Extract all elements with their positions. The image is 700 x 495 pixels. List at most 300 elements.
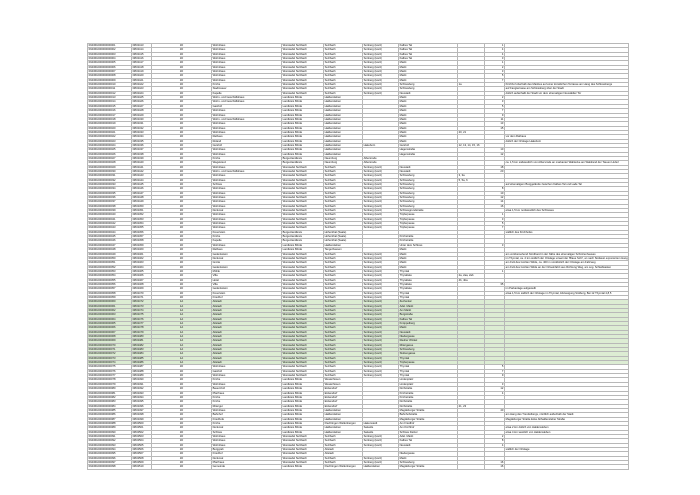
cell-type[interactable]: 1D [152, 226, 212, 230]
cell-nr[interactable]: D843460 [132, 248, 152, 252]
cell-district[interactable]: Hotel [212, 278, 282, 282]
cell-id[interactable]: 094361000000000095 [88, 452, 132, 456]
cell-count[interactable]: 5 [485, 104, 505, 108]
cell-street[interactable]: Thymtal [399, 365, 458, 369]
cell-place[interactable]: Wunsiedel Sulzbach [282, 61, 324, 65]
cell-count[interactable]: 8 [485, 187, 505, 191]
cell-street[interactable]: Schlossberg [399, 174, 458, 178]
cell-district[interactable]: Friedhof [212, 452, 282, 456]
cell-district[interactable]: Denkmal [212, 256, 282, 260]
cell-street[interactable]: Schlossberg [399, 204, 458, 208]
cell-nr[interactable]: D843463 [132, 261, 152, 265]
cell-subarea[interactable]: Eickendorf [324, 387, 363, 391]
cell-town[interactable]: Sonberg (Harz) [363, 461, 399, 465]
cell-subarea[interactable]: Sulzbach [324, 434, 363, 438]
cell-type[interactable]: 1D [152, 209, 212, 213]
cell-street[interactable]: Thyraliske [399, 287, 458, 291]
cell-town[interactable]: Sonberg (Harz) [363, 200, 399, 204]
cell-id[interactable]: 094361000000000098 [88, 465, 132, 469]
cell-nr[interactable]: D843507 [132, 452, 152, 456]
cell-subarea[interactable]: Sulzbach [324, 322, 363, 326]
cell-subarea[interactable]: Sulzbach [324, 265, 363, 269]
cell-id[interactable]: 094361000000000088 [88, 421, 132, 425]
cell-subarea[interactable]: Sulzbach [324, 178, 363, 182]
cell-id[interactable]: 094361000000000096 [88, 456, 132, 460]
cell-place[interactable]: Landkreis Börde [282, 248, 324, 252]
cell-nr[interactable]: D843464 [132, 265, 152, 269]
cell-town[interactable]: Sonberg (Harz) [363, 322, 399, 326]
cell-nr[interactable]: D843491 [132, 382, 152, 386]
cell-count[interactable]: 16 [485, 465, 505, 469]
cell-note[interactable]: etwa 2 km östlich von Haldensleben [505, 426, 629, 430]
cell-district[interactable]: Altstadt [212, 308, 282, 312]
cell-district[interactable]: Altstadt [212, 326, 282, 330]
cell-id[interactable]: 094361000000000063 [88, 313, 132, 317]
cell-district[interactable]: Wohnhaus [212, 217, 282, 221]
cell-street[interactable]: Am Kirchhof [399, 426, 458, 430]
cell-subarea[interactable]: Sulzbach [324, 70, 363, 74]
cell-place[interactable]: Wunsiedel Sulzbach [282, 300, 324, 304]
cell-note[interactable]: südlich der Ortslage [505, 447, 629, 451]
cell-nr[interactable]: D843449 [132, 200, 152, 204]
cell-type[interactable]: 1D [152, 44, 212, 48]
cell-type[interactable]: 1D [152, 374, 212, 378]
cell-subarea[interactable]: Haldensleben [324, 143, 363, 147]
cell-subarea[interactable]: Sulzbach [324, 443, 363, 447]
cell-town[interactable]: Sonberg (Harz) [363, 78, 399, 82]
cell-street[interactable]: Töpferpasse [399, 213, 458, 217]
cell-subarea[interactable]: Sulzbach [324, 335, 363, 339]
cell-street[interactable]: Markt [399, 135, 458, 139]
cell-place[interactable]: Wunsiedel Sulzbach [282, 452, 324, 456]
cell-district[interactable]: Altstadt [212, 343, 282, 347]
cell-nr[interactable]: D843478 [132, 326, 152, 330]
cell-street[interactable]: Magdeburger Straße [399, 465, 458, 469]
cell-street[interactable]: Thymtal [399, 356, 458, 360]
cell-place[interactable]: Wunsiedel Sulzbach [282, 217, 324, 221]
cell-district[interactable]: Schloss [212, 183, 282, 187]
cell-subarea[interactable]: Sulzbach [324, 369, 363, 373]
cell-nr[interactable]: D843414 [132, 48, 152, 52]
cell-street[interactable]: Kirchstraße [399, 395, 458, 399]
cell-subarea[interactable]: Sulzbach [324, 308, 363, 312]
cell-type[interactable]: 1D [152, 382, 212, 386]
cell-note[interactable]: vor dem Rathaus [505, 135, 629, 139]
cell-type[interactable]: 1D [152, 70, 212, 74]
cell-place[interactable]: Wunsiedel Sulzbach [282, 44, 324, 48]
cell-count[interactable]: 18 [485, 165, 505, 169]
cell-nr[interactable]: D843426 [132, 100, 152, 104]
cell-street[interactable]: Markt [399, 104, 458, 108]
cell-district[interactable]: Denkmal [212, 456, 282, 460]
cell-district[interactable]: Altstadt [212, 361, 282, 365]
cell-place[interactable]: Landkreis Börde [282, 417, 324, 421]
cell-place[interactable]: Landkreis Börde [282, 387, 324, 391]
cell-id[interactable]: 094361000000000053 [88, 269, 132, 273]
cell-nr[interactable]: D843479 [132, 330, 152, 334]
cell-nr[interactable]: D843471 [132, 295, 152, 299]
cell-nr[interactable]: D843497 [132, 408, 152, 412]
cell-town[interactable]: Sonberg (Harz) [363, 352, 399, 356]
cell-district[interactable]: Kirche [212, 395, 282, 399]
cell-town[interactable]: Sonberg (Harz) [363, 456, 399, 460]
cell-street[interactable]: Markt [399, 113, 458, 117]
cell-subarea[interactable]: Haldensleben [324, 408, 363, 412]
cell-subarea[interactable]: Hohenthal (Saale) [324, 235, 363, 239]
cell-subarea[interactable]: Haldensleben [324, 417, 363, 421]
cell-place[interactable]: Wunsiedel Sulzbach [282, 274, 324, 278]
cell-subarea[interactable]: Sulzbach [324, 91, 363, 95]
cell-nr[interactable]: D843433 [132, 130, 152, 134]
cell-nr[interactable]: D843441 [132, 165, 152, 169]
cell-subarea[interactable]: Haldensleben [324, 426, 363, 430]
cell-id[interactable]: 094361000000000077 [88, 374, 132, 378]
cell-street[interactable]: Markt [399, 109, 458, 113]
cell-nr[interactable]: D843447 [132, 191, 152, 195]
cell-subarea[interactable]: Hohenthal (Saale) [324, 230, 363, 234]
cell-type[interactable]: 1D [152, 139, 212, 143]
cell-id[interactable]: 094361000000000057 [88, 287, 132, 291]
cell-id[interactable]: 094361000000000004 [88, 57, 132, 61]
cell-subarea[interactable]: Sulzbach [324, 269, 363, 273]
cell-type[interactable]: 1A [152, 308, 212, 312]
cell-street[interactable]: Schlossberg [399, 87, 458, 91]
cell-type[interactable]: 1D [152, 196, 212, 200]
cell-district[interactable]: Wohnhaus [212, 122, 282, 126]
cell-nr[interactable]: D843416 [132, 57, 152, 61]
cell-nr[interactable]: D843499 [132, 417, 152, 421]
cell-place[interactable]: Wunsiedel Sulzbach [282, 278, 324, 282]
cell-subarea[interactable]: Sulzbach [324, 304, 363, 308]
cell-type[interactable]: 1D [152, 365, 212, 369]
cell-subarea[interactable]: Eickendorf [324, 391, 363, 395]
cell-count[interactable]: 20 [485, 169, 505, 173]
cell-street[interactable]: Magdeburger Straße [399, 417, 458, 421]
cell-id[interactable]: 094361000000000048 [88, 248, 132, 252]
cell-town[interactable]: Sonberg (Harz) [363, 61, 399, 65]
cell-type[interactable]: 1D [152, 230, 212, 234]
cell-district[interactable]: Wohn- und Geschäftshaus [212, 117, 282, 121]
cell-count[interactable]: 12 [485, 152, 505, 156]
cell-street[interactable]: Kalbes Tal [399, 44, 458, 48]
cell-place[interactable]: Landkreis Börde [282, 113, 324, 117]
cell-count[interactable]: 1 [485, 213, 505, 217]
cell-town[interactable]: Sonberg (Harz) [363, 65, 399, 69]
cell-district[interactable]: Altstadt [212, 356, 282, 360]
cell-street[interactable]: Schlossberg [399, 196, 458, 200]
cell-district[interactable]: Kirche [212, 400, 282, 404]
cell-count[interactable]: 12 [485, 387, 505, 391]
cell-nr[interactable]: D843509 [132, 461, 152, 465]
cell-district[interactable]: Wohnhaus [212, 126, 282, 130]
cell-id[interactable]: 094361000000000022 [88, 135, 132, 139]
cell-district[interactable]: Rittergut [212, 404, 282, 408]
cell-type[interactable]: 1D [152, 235, 212, 239]
cell-subarea[interactable]: Sulzbach [324, 356, 363, 360]
cell-nr[interactable]: D843436 [132, 143, 152, 147]
cell-town[interactable]: Sonberg (Harz) [363, 300, 399, 304]
cell-subarea[interactable]: Sulzbach [324, 287, 363, 291]
cell-district[interactable]: Altstadt [212, 330, 282, 334]
cell-id[interactable]: 094361000000000015 [88, 104, 132, 108]
cell-type[interactable]: 1D [152, 456, 212, 460]
cell-district[interactable]: Pfarrhaus [212, 461, 282, 465]
cell-place[interactable]: Wunsiedel Sulzbach [282, 65, 324, 69]
cell-street[interactable]: Töpferpasse [399, 361, 458, 365]
cell-id[interactable]: 094361000000000010 [88, 83, 132, 87]
cell-type[interactable]: 1D [152, 61, 212, 65]
cell-id[interactable]: 094361000000000024 [88, 143, 132, 147]
cell-id[interactable]: 094361000000000094 [88, 447, 132, 451]
cell-district[interactable]: Wohnhaus [212, 52, 282, 56]
cell-house[interactable]: 4b, 4ba [458, 278, 485, 282]
cell-id[interactable]: 094361000000000083 [88, 400, 132, 404]
cell-district[interactable]: Wohnhaus [212, 443, 282, 447]
cell-street[interactable]: Kalbes Tal [399, 317, 458, 321]
cell-count[interactable]: 10 [485, 191, 505, 195]
cell-street[interactable]: Markt [399, 326, 458, 330]
cell-district[interactable]: Wohnhaus [212, 174, 282, 178]
cell-type[interactable]: 1A [152, 343, 212, 347]
cell-type[interactable]: 1D [152, 169, 212, 173]
cell-street[interactable]: Thymtal [399, 269, 458, 273]
cell-house[interactable]: 12, 13, 14, 15, 16 [458, 143, 485, 147]
cell-place[interactable]: Wunsiedel Sulzbach [282, 348, 324, 352]
cell-subarea[interactable]: Haldensleben [324, 100, 363, 104]
cell-nr[interactable]: D843477 [132, 322, 152, 326]
cell-id[interactable]: 094361000000000091 [88, 434, 132, 438]
cell-nr[interactable]: D843444 [132, 178, 152, 182]
cell-district[interactable]: Kapelle [212, 239, 282, 243]
cell-district[interactable]: Burggrab [212, 447, 282, 451]
cell-id[interactable]: 094361000000000064 [88, 317, 132, 321]
cell-subarea[interactable]: Haldensleben [324, 135, 363, 139]
cell-street[interactable]: Thymtal [399, 374, 458, 378]
cell-nr[interactable]: D843442 [132, 169, 152, 173]
cell-town[interactable]: Sonberg (Harz) [363, 295, 399, 299]
cell-subarea[interactable]: Haldensleben [324, 139, 363, 143]
cell-place[interactable]: Wunsiedel Sulzbach [282, 322, 324, 326]
cell-town[interactable]: Sonberg (Harz) [363, 343, 399, 347]
cell-street[interactable]: Schlossberg [399, 187, 458, 191]
cell-id[interactable]: 094361000000000030 [88, 169, 132, 173]
cell-subarea[interactable]: Flechtingen Wellenbergen [324, 421, 363, 425]
cell-id[interactable]: 094361000000000027 [88, 156, 132, 160]
cell-place[interactable]: Wunsiedel Sulzbach [282, 326, 324, 330]
cell-id[interactable]: 094361000000000014 [88, 100, 132, 104]
cell-type[interactable]: 1A [152, 352, 212, 356]
cell-place[interactable]: Landkreis Börde [282, 430, 324, 434]
cell-type[interactable]: 1D [152, 57, 212, 61]
cell-type[interactable]: 1D [152, 430, 212, 434]
cell-id[interactable]: 094361000000000051 [88, 261, 132, 265]
cell-count[interactable]: 7 [485, 226, 505, 230]
cell-nr[interactable]: D843500 [132, 421, 152, 425]
cell-house[interactable] [458, 465, 485, 469]
cell-district[interactable]: Wohn- und Geschäftshaus [212, 100, 282, 104]
cell-nr[interactable]: D843485 [132, 356, 152, 360]
cell-count[interactable]: 5 [485, 365, 505, 369]
cell-type[interactable]: 1D [152, 100, 212, 104]
cell-subarea[interactable]: Sulzbach [324, 326, 363, 330]
cell-street[interactable]: Adel. Markt [399, 304, 458, 308]
cell-place[interactable]: Burgenlandkreis [282, 161, 324, 165]
cell-place[interactable]: Wunsiedel Sulzbach [282, 204, 324, 208]
cell-note[interactable]: östlich der Ortslage Hakeborn [505, 139, 629, 143]
cell-street[interactable]: Thyraliske [399, 282, 458, 286]
cell-street[interactable]: Thymtal [399, 369, 458, 373]
cell-subarea[interactable]: Sulzbach [324, 274, 363, 278]
cell-street[interactable]: Töpferpasse [399, 226, 458, 230]
cell-district[interactable]: Rathaus [212, 135, 282, 139]
cell-nr[interactable]: D843432 [132, 126, 152, 130]
cell-town[interactable]: Sonberg (Harz) [363, 204, 399, 208]
cell-count[interactable]: 3 [485, 382, 505, 386]
cell-town[interactable]: Sonberg (Harz) [363, 196, 399, 200]
cell-nr[interactable]: D843472 [132, 300, 152, 304]
cell-nr[interactable]: D843469 [132, 287, 152, 291]
cell-street[interactable]: Markt [399, 78, 458, 82]
cell-town[interactable]: Sonberg (Harz) [363, 282, 399, 286]
cell-street[interactable]: Kirchstraße [399, 391, 458, 395]
cell-note[interactable]: im Parkanlage aufgestellt [505, 287, 629, 291]
cell-id[interactable]: 094361000000000087 [88, 417, 132, 421]
cell-street[interactable]: Niedergasse [399, 452, 458, 456]
cell-district[interactable]: Wohnhaus [212, 439, 282, 443]
cell-nr[interactable]: D843425 [132, 96, 152, 100]
cell-street[interactable]: Bahnhofstraße [399, 413, 458, 417]
cell-subarea[interactable]: Eickendorf [324, 400, 363, 404]
cell-district[interactable]: Denkmal [212, 426, 282, 430]
cell-subarea[interactable]: Altstadt [324, 452, 363, 456]
cell-id[interactable]: 094361000000000050 [88, 256, 132, 260]
cell-nr[interactable]: D843439 [132, 156, 152, 160]
cell-street[interactable]: Markt [399, 100, 458, 104]
cell-id[interactable]: 094361000000000003 [88, 52, 132, 56]
cell-district[interactable]: Gasthof [212, 369, 282, 373]
cell-type[interactable]: 1D [152, 452, 212, 456]
cell-count[interactable]: 1 [485, 44, 505, 48]
cell-subarea[interactable]: Sulzbach [324, 261, 363, 265]
cell-nr[interactable]: D843438 [132, 152, 152, 156]
cell-count[interactable]: 2 [485, 65, 505, 69]
cell-subarea[interactable]: Sulzbach [324, 65, 363, 69]
cell-type[interactable]: 1A [152, 313, 212, 317]
cell-street[interactable]: Thymtal [399, 295, 458, 299]
cell-count[interactable]: 7 [485, 78, 505, 82]
cell-street[interactable]: Markt [399, 126, 458, 130]
cell-street[interactable]: Thyraliske [399, 278, 458, 282]
cell-subarea[interactable]: Westerhüsen [324, 378, 363, 382]
cell-town[interactable]: Sonberg (Harz) [363, 57, 399, 61]
cell-nr[interactable]: D843423 [132, 87, 152, 91]
cell-district[interactable]: Wohnhaus [212, 222, 282, 226]
cell-type[interactable]: 1D [152, 117, 212, 121]
cell-place[interactable]: Landkreis Börde [282, 109, 324, 113]
cell-type[interactable]: 1D [152, 187, 212, 191]
cell-subarea[interactable]: Haldensleben [324, 130, 363, 134]
cell-district[interactable]: Wohnhaus [212, 74, 282, 78]
cell-count[interactable]: 35 [485, 282, 505, 286]
cell-place[interactable]: Wunsiedel Sulzbach [282, 265, 324, 269]
cell-street[interactable]: Neustadt [399, 91, 458, 95]
cell-district[interactable]: Altstadt [212, 322, 282, 326]
cell-subarea[interactable]: Westerhüsen [324, 382, 363, 386]
cell-place[interactable]: Landkreis Börde [282, 404, 324, 408]
cell-street[interactable]: Burgstraße [399, 313, 458, 317]
cell-place[interactable]: Burgenlandkreis [282, 239, 324, 243]
cell-type[interactable]: 1D [152, 126, 212, 130]
cell-district[interactable]: Altstadt [212, 313, 282, 317]
cell-id[interactable]: 094361000000000045 [88, 235, 132, 239]
cell-count[interactable]: 1 [485, 61, 505, 65]
cell-type[interactable]: 1D [152, 204, 212, 208]
cell-street[interactable]: Markt [399, 70, 458, 74]
cell-town[interactable]: Sonberg (Harz) [363, 317, 399, 321]
cell-count[interactable]: 40 [485, 408, 505, 412]
cell-type[interactable]: 1A [152, 304, 212, 308]
cell-town[interactable]: Sonberg (Harz) [363, 261, 399, 265]
cell-nr[interactable]: D843459 [132, 243, 152, 247]
cell-place[interactable]: Wunsiedel Sulzbach [282, 74, 324, 78]
cell-id[interactable]: 094361000000000092 [88, 439, 132, 443]
cell-street[interactable]: Kalbes Tal [399, 48, 458, 52]
cell-town[interactable]: Sonberg (Harz) [363, 304, 399, 308]
cell-subarea[interactable]: Sulzbach [324, 317, 363, 321]
cell-district[interactable]: Mühle [212, 269, 282, 273]
cell-street[interactable]: Neustadt [399, 165, 458, 169]
cell-district[interactable]: Kreuzstein [212, 230, 282, 234]
cell-id[interactable]: 094361000000000068 [88, 335, 132, 339]
cell-street[interactable]: Knüppelberg [399, 322, 458, 326]
cell-type[interactable]: 1D [152, 87, 212, 91]
cell-town[interactable]: Sonberg (Harz) [363, 330, 399, 334]
cell-place[interactable]: Wunsiedel Sulzbach [282, 87, 324, 91]
cell-district[interactable]: Altstadt [212, 348, 282, 352]
cell-type[interactable]: 1D [152, 135, 212, 139]
cell-nr[interactable]: D843434 [132, 135, 152, 139]
cell-subarea[interactable]: Sulzbach [324, 222, 363, 226]
cell-town[interactable]: Satuelle [363, 426, 399, 430]
cell-id[interactable]: 094361000000000076 [88, 369, 132, 373]
cell-id[interactable]: 094361000000000031 [88, 174, 132, 178]
cell-nr[interactable]: D843462 [132, 256, 152, 260]
cell-district[interactable]: Friedhofe [212, 417, 282, 421]
cell-type[interactable]: 1D [152, 78, 212, 82]
cell-count[interactable]: 3 [485, 57, 505, 61]
cell-id[interactable]: 094361000000000049 [88, 252, 132, 256]
cell-town[interactable]: Sonberg (Harz) [363, 335, 399, 339]
cell-town[interactable]: Sonberg (Harz) [363, 74, 399, 78]
cell-id[interactable]: 094361000000000082 [88, 395, 132, 399]
cell-district[interactable]: Wohnhaus [212, 165, 282, 169]
cell-district[interactable]: Wohnhaus [212, 382, 282, 386]
cell-nr[interactable]: D843429 [132, 113, 152, 117]
cell-note[interactable]: im Thymtal, ca. 2 km südlich der Ortslage unweit der 'Blaue Sohl', an nach Südwest exponiertem Hang [505, 256, 628, 260]
cell-town[interactable]: Sonberg (Harz) [363, 217, 399, 221]
cell-place[interactable]: Wunsiedel Sulzbach [282, 343, 324, 347]
cell-type[interactable]: 1D [152, 104, 212, 108]
cell-id[interactable]: 094361000000000035 [88, 191, 132, 195]
cell-town[interactable]: Sonberg (Harz) [363, 256, 399, 260]
cell-street[interactable]: Schlossberg [399, 183, 458, 187]
cell-town[interactable]: Sonberg (Harz) [363, 213, 399, 217]
cell-district[interactable]: Kirche [212, 156, 282, 160]
cell-house[interactable]: 1a [458, 83, 485, 87]
cell-type[interactable]: 1D [152, 417, 212, 421]
cell-place[interactable]: Landkreis Börde [282, 465, 324, 469]
cell-count[interactable]: 12 [485, 196, 505, 200]
